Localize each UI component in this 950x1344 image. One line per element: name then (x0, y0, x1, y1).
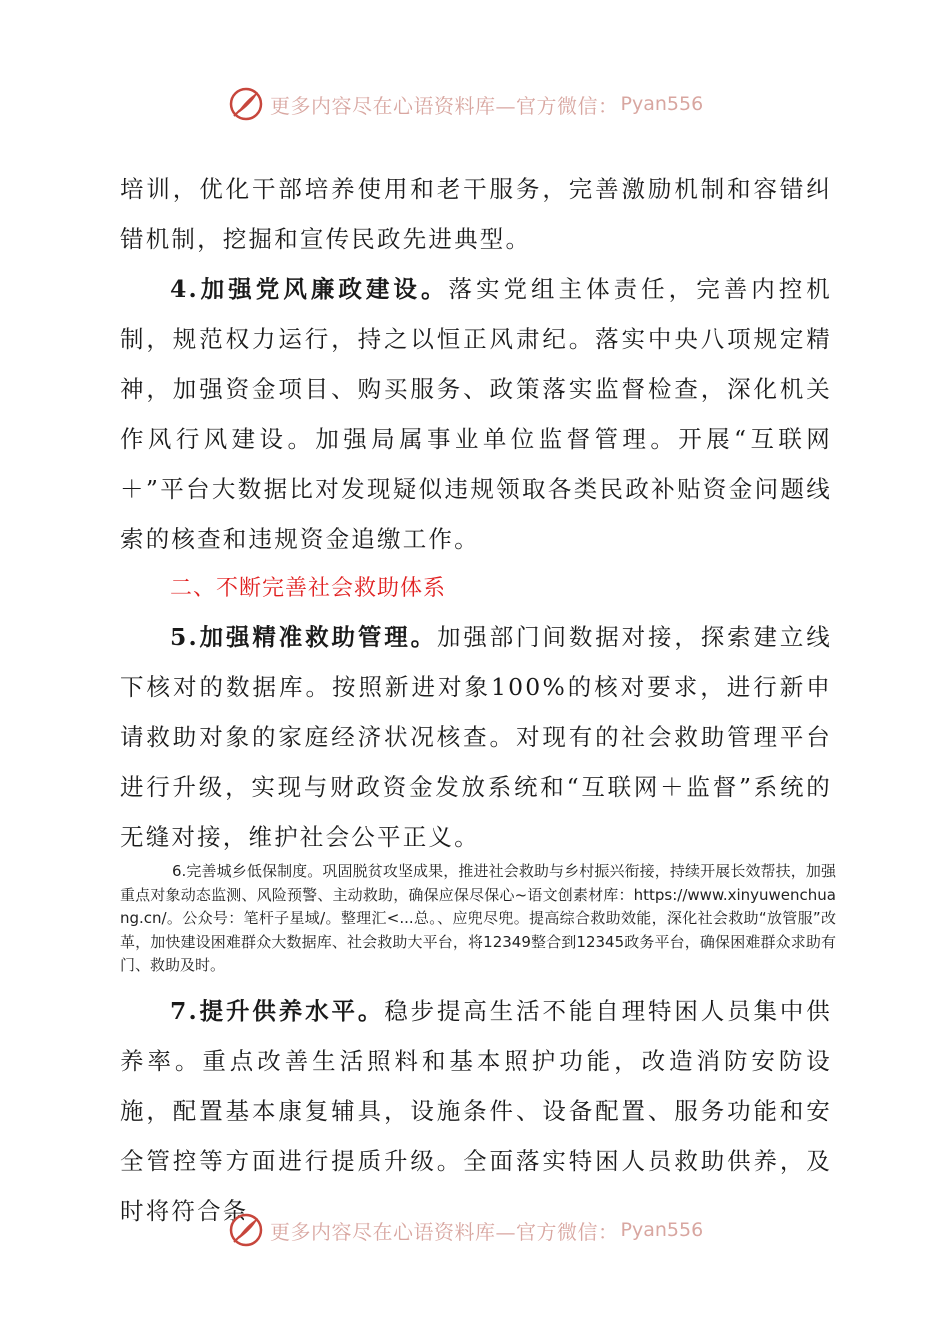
quill-pen-logo-icon (228, 86, 264, 122)
watermark-banner-bottom (228, 1210, 703, 1250)
item-7-body: 稳步提高生活不能自理特困人员集中供养率。重点改善生活照料和基本照护功能，改造消防安防设施，配置基本康复辅具，设施条件、设备配置、服务功能和安全管控等方面进行提质升级。全面落实特困人员救助供养，及时将符合条 (120, 997, 832, 1225)
paragraph-text: 培训，优化干部培养使用和老干服务，完善激励机制和容错纠错机制，挖掘和宣传民政先进典型。 (120, 175, 832, 253)
item-4-title: 4.加强党风廉政建设。 (170, 275, 449, 303)
item-7-title: 7.提升供养水平。 (170, 997, 385, 1025)
watermark-text: 更多内容尽在心语资料库—官方微信： (270, 1219, 619, 1244)
paragraph-continued (120, 164, 832, 264)
section-heading-2: 二、不断完善社会救助体系 (170, 576, 447, 601)
paragraph-item-6-small (120, 860, 836, 978)
item-5-body: 加强部门间数据对接，探索建立线下核对的数据库。按照新进对象100%的核对要求，进行新申请救助对象的家庭经济状况核查。对现有的社会救助管理平台进行升级，实现与财政资金发放系统和“互联网＋监督”系统的无缝对接，维护社会公平正义。 (120, 623, 833, 851)
paragraph-item-4 (120, 264, 832, 564)
watermark-text: 更多内容尽在心语资料库—官方微信： (270, 93, 619, 118)
item-5-title: 5.加强精准救助管理。 (170, 623, 438, 651)
watermark-banner-top (228, 84, 703, 124)
quill-pen-logo-icon (228, 1212, 264, 1248)
item-4-body: 落实党组主体责任，完善内控机制，规范权力运行，持之以恒正风肃纪。落实中央八项规定精神，加强资金项目、购买服务、政策落实监督检查，深化机关作风行风建设。加强局属事业单位监督管理。开展“互联网＋”平台大数据比对发现疑似违规领取各类民政补贴资金问题线索的核查和违规资金追缴工作。 (120, 275, 832, 553)
item-6-text: 6.完善城乡低保制度。巩固脱贫攻坚成果，推进社会救助与乡村振兴衔接，持续开展长效帮扶，加强重点对象动态监测、风险预警、主动救助，确保应保尽保心~语文创素材库：https://www.xinyuwenchuang.cn/。公众号：笔杆子星域/。整理汇<...总。、应兜尽兜。提高综合救助效能，深化社会救助“放管服”改革，加快建设困难群众大数据库、社会救助大平台，将12349整合到12345政务平台，确保困难群众求助有门、救助及时。 (120, 862, 836, 974)
paragraph-item-5 (120, 612, 832, 862)
watermark-wechat-id: Pyan556 (620, 1219, 704, 1241)
paragraph-item-7 (120, 986, 832, 1236)
watermark-wechat-id: Pyan556 (620, 93, 704, 115)
